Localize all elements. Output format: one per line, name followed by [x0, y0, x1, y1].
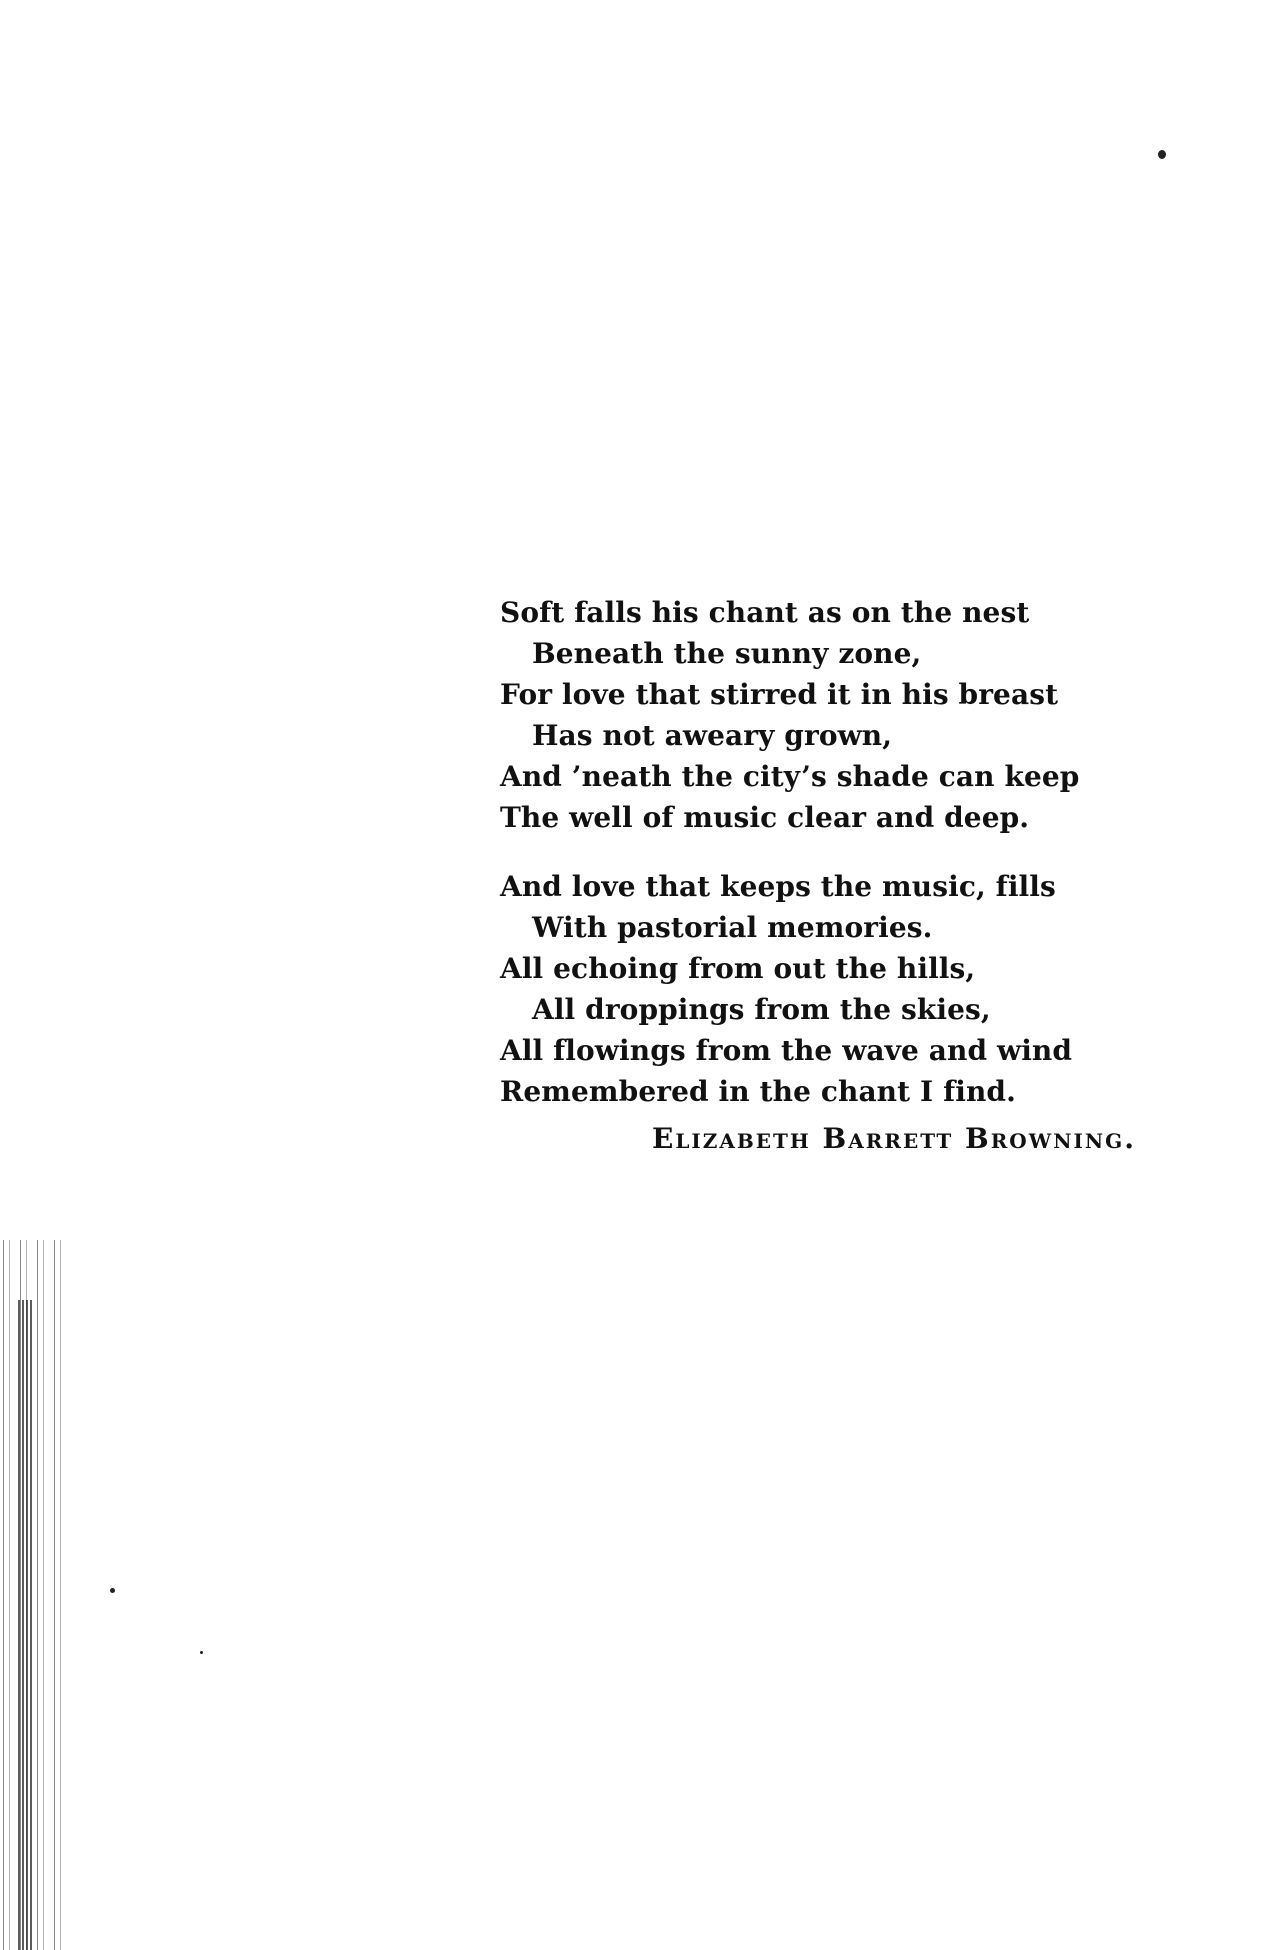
binding-edge-artifact	[0, 1240, 62, 1950]
stanza-1	[500, 592, 1200, 838]
poem-line: For love that stirred it in his breast	[500, 678, 1059, 711]
ink-speck	[110, 1588, 115, 1593]
poem-line: Remembered in the chant I find.	[500, 1075, 1016, 1108]
poem-line: And ’neath the city’s shade can keep	[500, 760, 1080, 793]
poem-line: And love that keeps the music, fills	[500, 870, 1056, 903]
stanza-2	[500, 866, 1200, 1112]
poem-line: With pastorial memories.	[532, 911, 933, 944]
poem-line: Beneath the sunny zone,	[532, 637, 922, 670]
author-attribution: Elizabeth Barrett Browning.	[652, 1122, 1136, 1155]
ink-speck	[1158, 150, 1166, 159]
poem-line: All droppings from the skies,	[532, 993, 991, 1026]
poem	[500, 592, 1200, 1112]
poem-line: Has not aweary grown,	[532, 719, 893, 752]
poem-line: The well of music clear and deep.	[500, 801, 1030, 834]
poem-line: All flowings from the wave and wind	[500, 1034, 1073, 1067]
poem-line: All echoing from out the hills,	[500, 952, 976, 985]
ink-speck	[200, 1651, 203, 1654]
poem-line: Soft falls his chant as on the nest	[500, 596, 1030, 629]
